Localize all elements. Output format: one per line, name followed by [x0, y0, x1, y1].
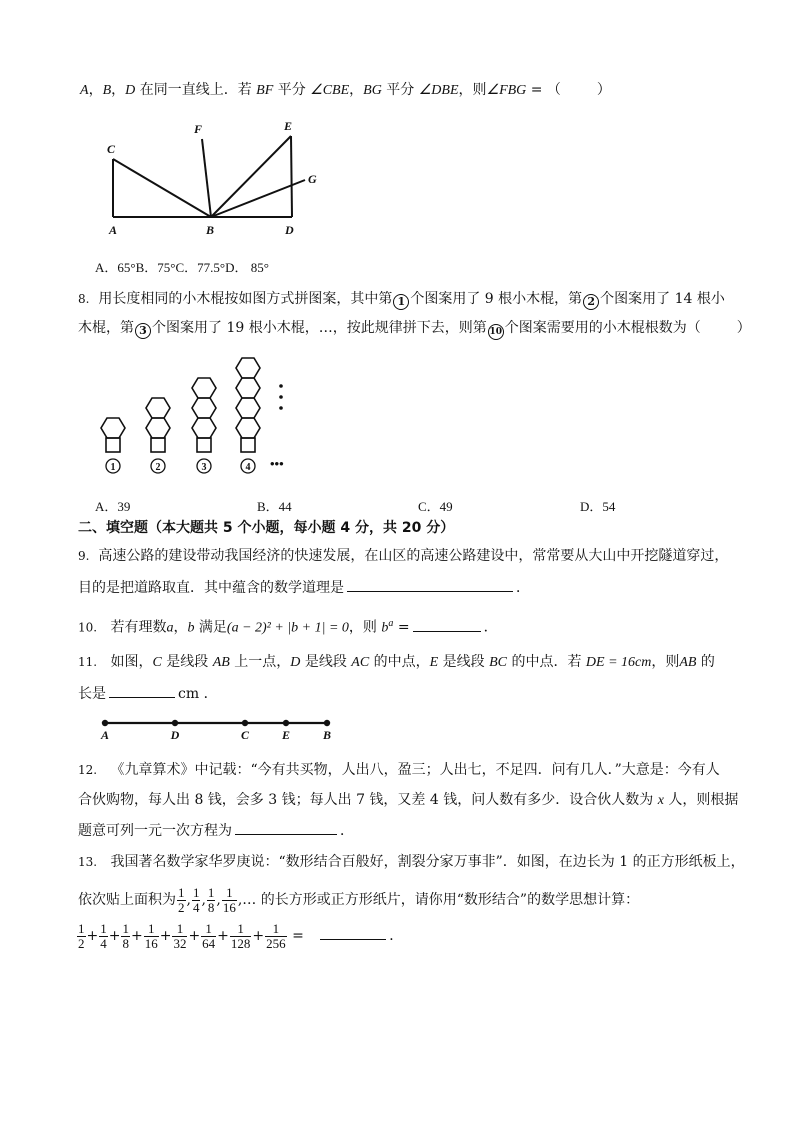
pattern-1	[101, 418, 125, 452]
plus-sign: +	[252, 928, 265, 944]
q8-number: 8.	[78, 292, 90, 306]
q8-text5: 个图案用了 19 根小木棍，…，按此规律拼下去，则第	[152, 320, 487, 336]
q8-line1	[78, 289, 725, 310]
sum-den: 8	[122, 935, 129, 951]
q9-text2: 目的是把道路取直．其中蕴含的数学道理是	[78, 580, 344, 596]
q7-point-b: B	[102, 83, 112, 98]
sum-num: 1	[100, 920, 107, 936]
q10-var-a: a	[166, 620, 174, 636]
label-b: B	[322, 728, 332, 742]
q13-line1	[78, 852, 745, 872]
q12-line3	[78, 820, 354, 841]
sum-num: 1	[265, 922, 287, 937]
q10-power-exp: a	[388, 618, 394, 629]
q10-text2: 满足	[194, 619, 227, 636]
sum-num: 1	[122, 920, 129, 936]
q10-line	[78, 614, 498, 639]
q11-text7: 的中点．若	[507, 654, 586, 670]
sum-den: 2	[78, 935, 85, 951]
plus-sign: +	[108, 928, 121, 944]
sum-num: 1	[201, 922, 216, 937]
q12-text4: 题意可列一元一次方程为	[78, 823, 232, 839]
q11-text9: 的	[696, 654, 715, 670]
q12-end: ．	[340, 823, 354, 839]
segment-cb	[113, 159, 211, 217]
sum-den: 16	[144, 935, 158, 951]
sum-frac-2	[99, 922, 108, 951]
sum-den: 128	[230, 935, 251, 951]
seq-den: 8	[207, 899, 215, 915]
q11-text4: 是线段	[300, 654, 352, 670]
q11-number: 11.	[78, 655, 98, 669]
q9-number: 9.	[78, 549, 90, 563]
point-a	[102, 720, 108, 726]
q11-text5: 的中点，	[369, 654, 430, 670]
q9-end: ．	[516, 580, 530, 596]
point-d	[172, 720, 178, 726]
circled-1: 1	[393, 294, 409, 310]
sum-num: 1	[78, 920, 85, 936]
seq-den: 2	[178, 899, 185, 915]
q7-point-a: A	[80, 83, 89, 98]
sum-num: 1	[230, 922, 252, 937]
q12-line1	[78, 760, 720, 780]
q12-text2: 合伙购物，每人出 8 钱，会多 3 钱；每人出 7 钱，又差 4 钱，问人数有多少．设合伙人数为	[78, 792, 658, 808]
plus-sign: +	[86, 928, 99, 944]
q7-figure	[100, 112, 340, 237]
q7-angle-dbe: ∠DBE	[418, 83, 459, 98]
seq-num: 1	[178, 884, 185, 900]
seq-num: 1	[222, 886, 237, 901]
q11-ac: AC	[351, 655, 370, 670]
label-c: C	[107, 142, 116, 156]
q11-text2: 是线段	[161, 654, 213, 670]
q9-line1	[78, 546, 728, 566]
plus-sign: +	[159, 928, 172, 944]
pattern-3	[192, 378, 216, 452]
sum-frac-3	[121, 922, 130, 951]
horizontal-dots: •••	[270, 456, 284, 471]
q7-sep2: ，	[111, 82, 126, 98]
q10-power-base: b	[381, 620, 389, 636]
seq-den: 4	[192, 899, 200, 915]
label-c: C	[240, 728, 250, 742]
section-title: 二、填空题（本大题共 5 个小题，每小题 4 分，共 20 分）	[78, 520, 455, 536]
sum-frac-6	[201, 922, 216, 951]
pattern-label-1: 1	[110, 462, 116, 473]
q11-text8: ，则	[651, 654, 680, 670]
q12-text1: 《九章算术》中记载：“今有共买物，人出八，盈三；人出七，不足四．问有几人．”大意是：今有人	[110, 762, 720, 778]
q7-ray-bg: BG	[363, 83, 382, 98]
q8-option-d: D．54	[580, 499, 616, 514]
q11-line2	[78, 683, 218, 704]
q8-text3: 个图案用了 14 根小	[600, 291, 725, 307]
q12-line2	[78, 790, 738, 811]
q8-text6: 个图案需要用的小木棍根数为（	[504, 320, 701, 336]
seq-frac-2	[192, 886, 201, 915]
sum-frac-8	[265, 922, 287, 951]
q7-paren-close: ）	[596, 82, 611, 98]
q10-equation: (a − 2)² + |b + 1| = 0	[226, 620, 349, 636]
q12-var-x: x	[657, 793, 664, 808]
q7-ray-bf: BF	[256, 83, 274, 98]
q13-end: ．	[389, 928, 404, 944]
q11-d: D	[290, 655, 301, 670]
pattern-label-2: 2	[155, 462, 161, 473]
q7-text4: ，则	[458, 82, 487, 98]
ray-bf	[202, 139, 211, 217]
label-e: E	[281, 728, 291, 742]
q7-text1: 在同一直线上．若	[135, 82, 257, 98]
q11-c: C	[152, 655, 162, 670]
vertical-dots	[279, 384, 283, 410]
q10-end: ．	[483, 619, 498, 636]
sum-frac-1	[77, 922, 86, 951]
q7-angle-fbg: ∠FBG	[486, 83, 527, 98]
q8-paren-close: ）	[736, 320, 751, 336]
label-d: D	[170, 728, 180, 742]
q8-text1: 用长度相同的小木棍按如图方式拼图案，其中第	[98, 291, 393, 307]
q11-ab: AB	[212, 655, 230, 670]
q10-number: 10.	[78, 620, 98, 635]
q11-line1	[78, 652, 715, 673]
seq-num: 1	[192, 884, 200, 900]
q11-ab2: AB	[679, 655, 697, 670]
seq-den: 16	[222, 899, 236, 915]
q11-answer-blank[interactable]	[109, 683, 175, 698]
sum-frac-4	[144, 922, 159, 951]
q7-point-d: D	[125, 83, 136, 98]
q8-option-b: B．44	[257, 499, 292, 514]
q11-e: E	[429, 655, 439, 670]
q10-comma: ，	[173, 619, 188, 636]
seq-tail: ,…	[237, 892, 257, 908]
q11-end: ．	[203, 686, 218, 702]
q12-text3: 人，则根据	[663, 792, 739, 808]
sum-den: 32	[173, 935, 187, 951]
q7-sep: ，	[88, 82, 103, 98]
q8-line2	[78, 318, 751, 340]
circled-2: 2	[583, 294, 599, 310]
q13-text3: 的长方形或正方形纸片，请你用“数形结合”的数学思想计算：	[256, 892, 640, 908]
q12-answer-blank[interactable]	[235, 820, 337, 835]
q10-answer-blank[interactable]	[413, 617, 481, 632]
q13-text2: 依次贴上面积为	[78, 892, 176, 908]
sum-den: 4	[100, 935, 107, 951]
q8-text4: 木棍，第	[78, 320, 134, 336]
point-c	[242, 720, 248, 726]
q8-option-c: C．49	[418, 499, 453, 514]
sum-den: 64	[202, 935, 216, 951]
label-f: F	[194, 122, 203, 136]
q11-text1: 如图，	[110, 654, 153, 670]
sum-frac-5	[172, 922, 187, 951]
q7-angle-cbe: ∠CBE	[310, 83, 350, 98]
q10-text1: 若有理数	[110, 619, 167, 636]
q7-options: A．65°B．75°C．77.5°D． 85°	[95, 260, 269, 275]
q13-number: 13.	[78, 855, 98, 869]
plus-sign: +	[188, 928, 201, 944]
q7-paren-open: = （	[526, 82, 561, 98]
q11-bc: BC	[489, 655, 507, 670]
q9-answer-blank[interactable]	[347, 577, 513, 592]
seq-frac-4	[222, 886, 237, 915]
segment-ed	[291, 136, 292, 217]
q7-text3: 平分	[381, 82, 419, 98]
q13-answer-blank[interactable]	[320, 925, 386, 940]
q8-text2: 个图案用了 9 根小木棍，第	[410, 291, 583, 307]
q8-figure	[92, 345, 312, 475]
q12-number: 12.	[78, 763, 98, 777]
q10-var-b: b	[187, 620, 195, 636]
q11-text10: 长是	[78, 686, 106, 702]
q7-stem	[80, 80, 611, 101]
q9-text1: 高速公路的建设带动我国经济的快速发展，在山区的高速公路建设中，常常要从大山中开挖隧道穿过，	[98, 548, 729, 564]
seq-frac-3	[207, 886, 216, 915]
q7-sep3: ，	[349, 82, 364, 98]
q11-unit: cm	[178, 686, 200, 702]
equals-sign: =	[292, 928, 304, 944]
q11-text6: 是线段	[438, 654, 490, 670]
label-d: D	[285, 223, 294, 237]
sum-num: 1	[172, 922, 187, 937]
q7-text2: 平分	[273, 82, 311, 98]
q10-eqsign: =	[393, 619, 410, 636]
q13-text1: 我国著名数学家华罗庚说：“数形结合百般好，割裂分家万事非”．如图，在边长为 1 的正方形纸板上，	[110, 854, 745, 870]
pattern-label-4: 4	[245, 462, 251, 473]
q8-option-a: A．39	[95, 499, 131, 514]
q10-text3: ，则	[348, 619, 382, 636]
circled-10: 10	[488, 324, 504, 340]
label-e: E	[284, 119, 293, 133]
plus-sign: +	[217, 928, 229, 944]
label-a: A	[100, 728, 110, 742]
circled-3: 3	[135, 323, 151, 339]
point-e	[283, 720, 289, 726]
q13-sum	[76, 918, 403, 954]
seq-frac-1	[177, 886, 186, 915]
label-a: A	[109, 223, 118, 237]
pattern-4	[236, 358, 260, 452]
seq-num: 1	[207, 884, 215, 900]
pattern-2	[146, 398, 170, 452]
q13-line2: 依次贴上面积为 $\frac{1}{2}$ , $\frac{1}{4}$ , $\frac{1}{8}$ , $\frac{1}{16}$ ,… 的长方形或正方形纸片，请你用“数形结合”的数学思想计算：	[78, 884, 640, 915]
label-b: B	[206, 223, 215, 237]
q11-text3: 上一点，	[229, 654, 291, 670]
sum-den: 256	[266, 935, 286, 951]
plus-sign: +	[130, 928, 143, 944]
ray-be	[211, 136, 291, 217]
point-b	[324, 720, 330, 726]
sum-frac-7	[230, 922, 252, 951]
pattern-label-3: 3	[201, 462, 207, 473]
label-g: G	[308, 172, 317, 186]
sum-num: 1	[144, 922, 159, 937]
q9-line2	[78, 577, 530, 598]
q11-condition: DE = 16cm	[585, 655, 652, 670]
q11-figure	[95, 713, 345, 743]
